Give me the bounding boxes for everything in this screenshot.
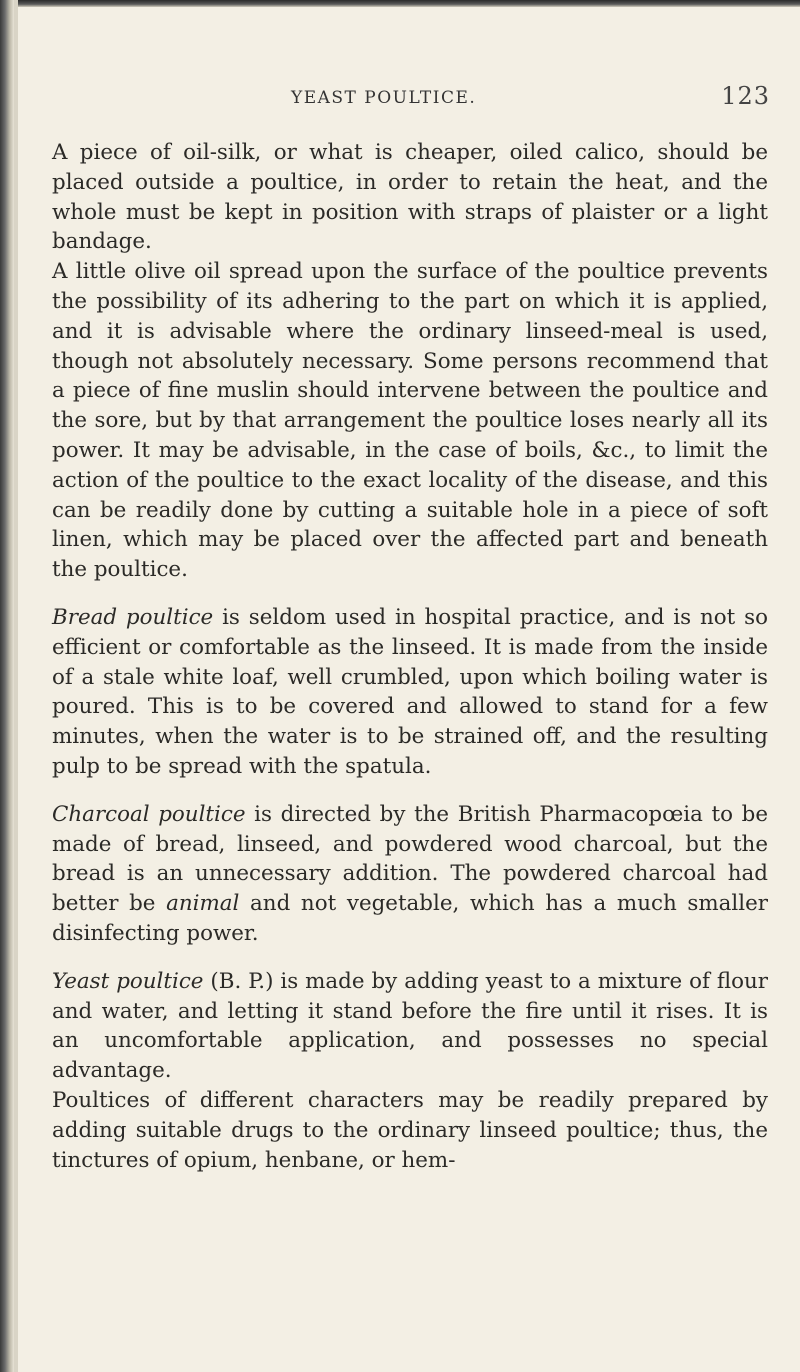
paragraph-text: Poultices of different characters may be readily prepared by adding suitable drugs to the ordinary linseed poultice; thus, the tinctures of opium, henbane, or hem- bbox=[52, 1087, 768, 1173]
paragraph-text: is directed by the British Pharmacopœia to be made of bread, linseed, and powdered wood charcoal, but the bread is an unnecessary addition. The powdered charcoal had better be bbox=[52, 801, 768, 917]
paragraph-charcoal-poultice bbox=[52, 800, 768, 949]
paragraph-oil-silk bbox=[52, 138, 768, 257]
paragraph-text: (B. P.) is made by adding yeast to a mixture of flour and water, and letting it stand before the fire until it rises. It is an uncomfortable application, and possesses no special advantage. bbox=[52, 968, 769, 1084]
term-charcoal-poultice: Charcoal poultice bbox=[52, 801, 246, 827]
paragraph-olive-oil bbox=[52, 257, 768, 585]
running-head: YEAST POULTICE. bbox=[291, 88, 477, 108]
paragraph-text: is seldom used in hospital practice, and is not so efficient or comfortable as the linseed. It is made from the inside of a stale white loaf, well crumbled, upon which boiling water is poured. This is to be covered and allowed to stand for a few minutes, when the water is to be strained off, and the resulting pulp to be spread with the spatula. bbox=[52, 604, 768, 779]
term-yeast-poultice: Yeast poultice bbox=[52, 968, 204, 994]
paragraph-bread-poultice bbox=[52, 603, 768, 782]
page-number: 123 bbox=[721, 82, 770, 110]
page-header bbox=[52, 78, 770, 108]
scan-binding-edge bbox=[0, 0, 14, 1372]
page-body bbox=[52, 138, 768, 1175]
scan-top-edge bbox=[0, 0, 800, 7]
paragraph-text: A piece of oil-silk, or what is cheaper, oiled calico, should be placed outside a poultice, in order to retain the heat, and the whole must be kept in position with straps of plaister or a light bandage. bbox=[52, 140, 768, 255]
paragraph-gap bbox=[52, 782, 768, 800]
paragraph-gap bbox=[52, 585, 768, 603]
paragraph-text: A little olive oil spread upon the surface of the poultice prevents the possibility of its adhering to the part on which it is applied, and it is advisable where the ordinary linseed-meal is used, though not absolutely necessary. Some persons recommend that a piece of fine muslin should intervene between the poultice and the sore, but by that arrangement the poultice loses nearly all its power. It may be advisable, in the case of boils, &c., to limit the action of the poultice to the exact locality of the disease, and this can be readily done by cutting a suitable hole in a piece of soft linen, which may be placed over the affected part and beneath the poultice. bbox=[52, 259, 768, 583]
paragraph-gap bbox=[52, 949, 768, 967]
term-animal: animal bbox=[166, 891, 240, 917]
term-bread-poultice: Bread poultice bbox=[52, 604, 214, 630]
paragraph-poultices-different bbox=[52, 1086, 768, 1175]
paragraph-yeast-poultice bbox=[52, 967, 768, 1086]
scan-binding-strip bbox=[14, 0, 18, 1372]
paragraph-text: and not vegetable, which has a much smaller disinfecting power. bbox=[52, 891, 768, 946]
